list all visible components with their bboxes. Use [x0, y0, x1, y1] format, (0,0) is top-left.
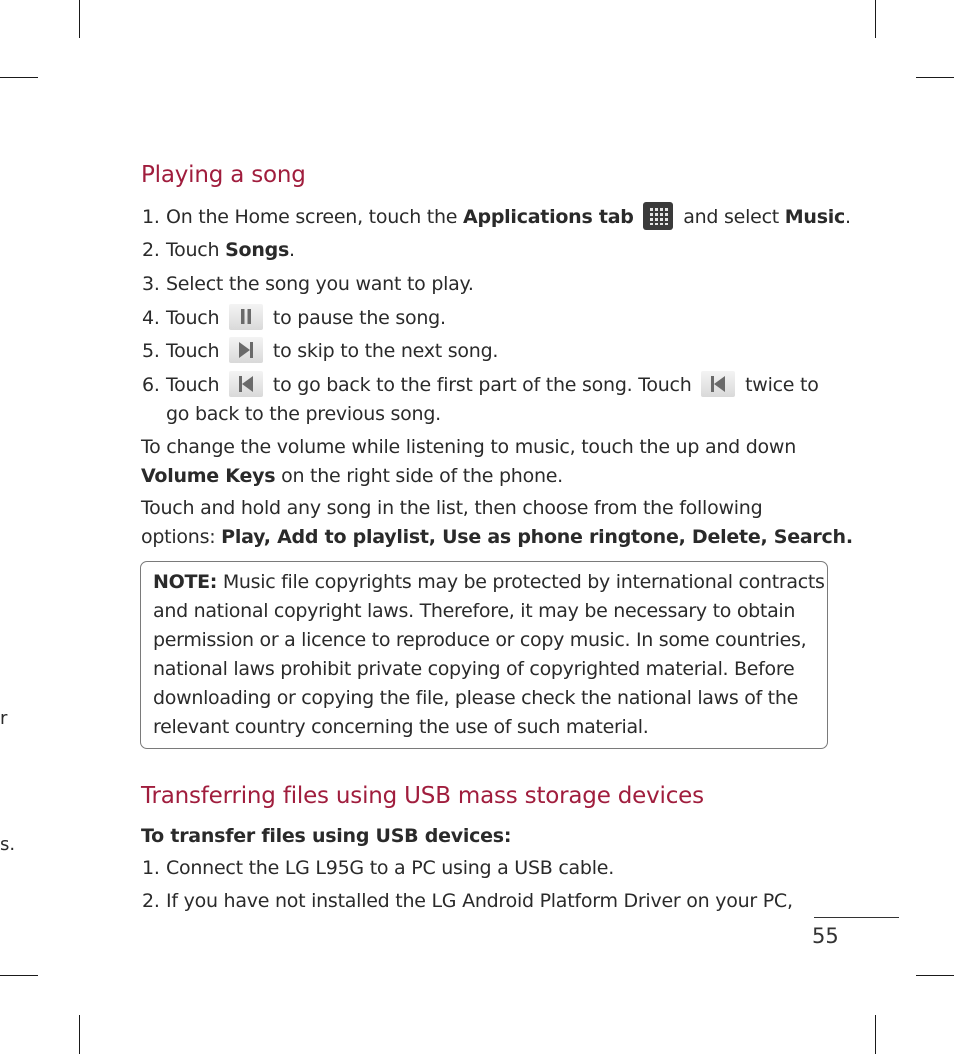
- step-text: On the Home screen, touch the: [166, 206, 464, 228]
- crop-mark: [0, 77, 38, 78]
- step-text: to go back to the first part of the song. Touch: [272, 374, 692, 396]
- list-item: [142, 854, 614, 883]
- list-item: [142, 887, 793, 916]
- footer-rule: [814, 917, 899, 918]
- list-number: 4.: [142, 307, 160, 329]
- step-bold: Songs: [225, 239, 290, 261]
- list-item: [142, 304, 446, 333]
- step-text: Touch: [166, 239, 226, 261]
- step-bold: Music: [784, 206, 846, 228]
- list-item: [142, 337, 498, 366]
- paragraph-line: [141, 523, 853, 552]
- crop-mark: [875, 0, 876, 38]
- step-text: .: [845, 206, 851, 228]
- step-text: Touch: [166, 307, 220, 329]
- note-line: relevant country concerning the use of such material.: [153, 716, 649, 738]
- list-number: 1.: [142, 857, 160, 879]
- margin-fragment: s.: [0, 834, 16, 855]
- list-number: 5.: [142, 340, 160, 362]
- list-item-continuation: go back to the previous song.: [166, 403, 441, 425]
- step-text: If you have not installed the LG Android Platform Driver on your PC,: [166, 890, 793, 912]
- page-number: 55: [812, 924, 839, 948]
- section-heading-playing-song: Playing a song: [141, 162, 306, 188]
- step-text: to skip to the next song.: [272, 340, 499, 362]
- paragraph-line: [141, 462, 563, 491]
- crop-mark: [0, 975, 38, 976]
- crop-mark: [875, 1015, 876, 1054]
- list-item: [142, 202, 851, 232]
- step-text: twice to: [745, 374, 819, 396]
- step-text: Touch: [166, 340, 220, 362]
- list-item: [142, 236, 295, 265]
- list-item: [142, 371, 819, 400]
- list-item: [142, 270, 474, 299]
- crop-mark: [916, 77, 954, 78]
- paragraph-line: Touch and hold any song in the list, then choose from the following: [141, 497, 763, 519]
- note-line: [153, 568, 825, 597]
- skip-previous-icon: [229, 371, 263, 397]
- step-text: to pause the song.: [272, 307, 446, 329]
- note-line: national laws prohibit private copying of copyrighted material. Before: [153, 658, 795, 680]
- note-text: Music file copyrights may be protected by international contracts: [217, 571, 825, 593]
- options-list: Play, Add to playlist, Use as phone ringtone, Delete, Search.: [221, 526, 853, 548]
- list-number: 3.: [142, 273, 160, 295]
- note-label: NOTE:: [153, 571, 218, 593]
- paragraph-text: options:: [141, 526, 222, 548]
- subheading-text: To transfer files using USB devices:: [141, 825, 512, 847]
- note-line: permission or a licence to reproduce or copy music. In some countries,: [153, 629, 807, 651]
- list-number: 1.: [142, 206, 160, 228]
- step-bold: Applications tab: [463, 206, 634, 228]
- step-text: Select the song you want to play.: [166, 273, 474, 295]
- subheading: [141, 822, 511, 851]
- section-heading-usb-transfer: Transferring files using USB mass storage devices: [141, 783, 704, 809]
- step-text: and select: [677, 206, 785, 228]
- paragraph-line: To change the volume while listening to music, touch the up and down: [141, 436, 797, 458]
- paragraph-text: on the right side of the phone.: [275, 465, 563, 487]
- list-number: 2.: [142, 890, 160, 912]
- note-line: downloading or copying the file, please check the national laws of the: [153, 687, 798, 709]
- crop-mark: [79, 1015, 80, 1054]
- list-number: 6.: [142, 374, 160, 396]
- skip-previous-icon: [701, 371, 735, 397]
- step-text: Touch: [166, 374, 220, 396]
- list-number: 2.: [142, 239, 160, 261]
- crop-mark: [916, 975, 954, 976]
- pause-icon: [229, 304, 263, 330]
- applications-grid-icon: [643, 202, 673, 230]
- skip-next-icon: [229, 337, 263, 363]
- volume-keys-label: Volume Keys: [141, 465, 276, 487]
- step-text: Connect the LG L95G to a PC using a USB cable.: [166, 857, 614, 879]
- note-line: and national copyright laws. Therefore, it may be necessary to obtain: [153, 600, 796, 622]
- margin-fragment: r: [0, 708, 8, 729]
- crop-mark: [79, 0, 80, 38]
- step-text: .: [289, 239, 295, 261]
